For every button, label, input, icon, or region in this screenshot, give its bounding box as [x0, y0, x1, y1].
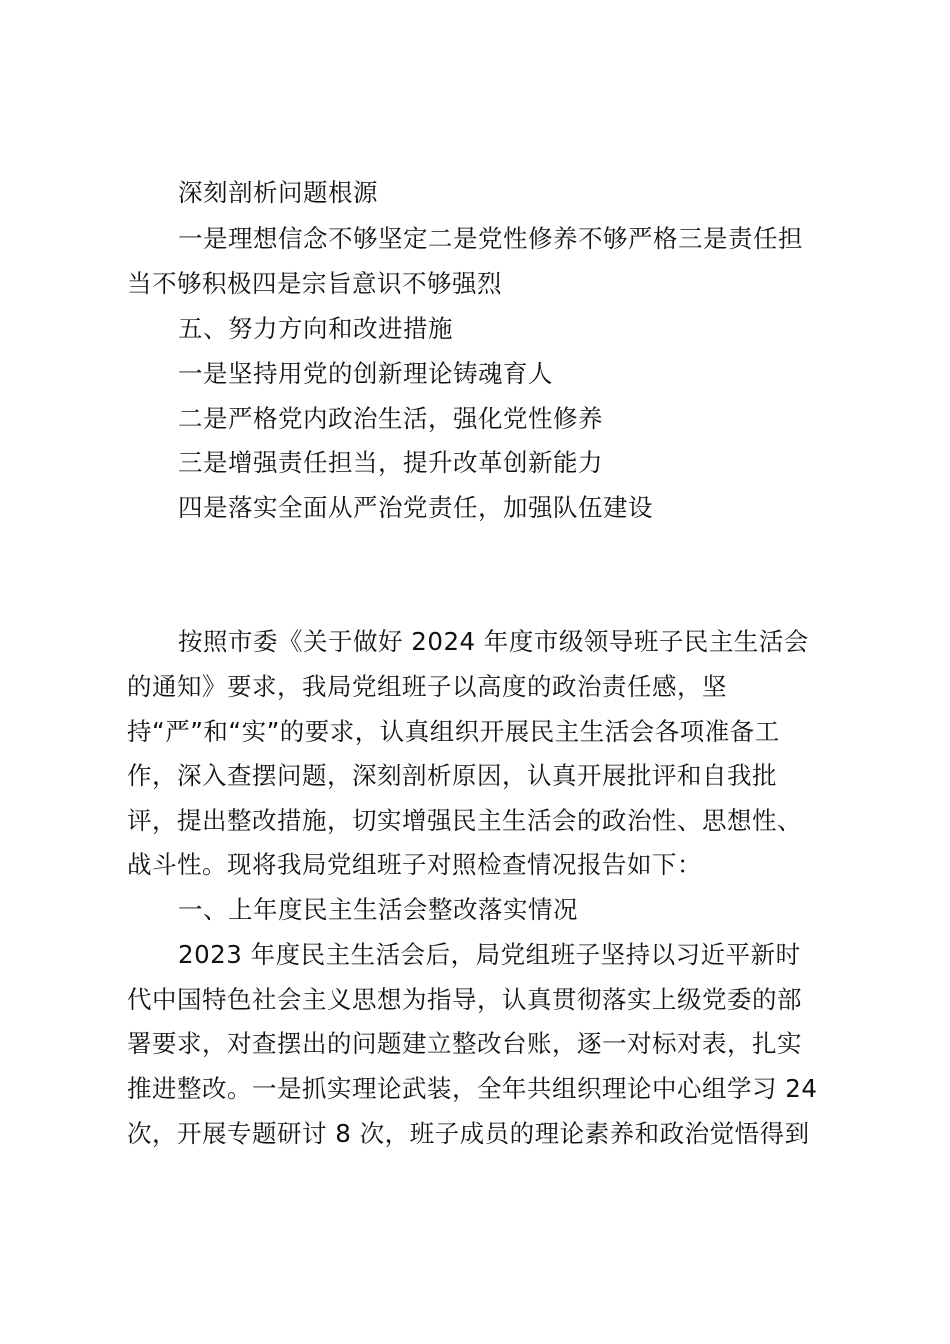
report-paragraph-line: 按照市委《关于做好 2024 年度市级领导班子民主生活会 — [178, 627, 809, 656]
report-paragraph-line: 代中国特色社会主义思想为指导，认真贯彻落实上级党委的部 — [127, 985, 802, 1014]
report-paragraph-line: 评，提出整改措施，切实增强民主生活会的政治性、思想性、 — [127, 806, 802, 835]
report-paragraph-line: 次，开展专题研讨 8 次，班子成员的理论素养和政治觉悟得到 — [127, 1119, 810, 1148]
paragraph-line: 一是理想信念不够坚定二是党性修养不够严格三是责任担 — [178, 224, 803, 253]
measure-item: 四是落实全面从严治党责任，加强队伍建设 — [178, 493, 653, 522]
section-heading-rectification: 一、上年度民主生活会整改落实情况 — [178, 895, 578, 924]
paragraph-line: 当不够积极四是宗旨意识不够强烈 — [127, 269, 502, 298]
report-paragraph-line: 持“严”和“实”的要求，认真组织开展民主生活会各项准备工 — [127, 717, 780, 746]
measure-item: 三是增强责任担当，提升改革创新能力 — [178, 448, 603, 477]
heading-root-causes: 深刻剖析问题根源 — [178, 178, 378, 207]
report-paragraph-line: 战斗性。现将我局党组班子对照检查情况报告如下： — [127, 850, 702, 879]
report-paragraph-line: 推进整改。一是抓实理论武装，全年共组织理论中心组学习 24 — [127, 1074, 818, 1103]
section-heading-improvement: 五、努力方向和改进措施 — [178, 314, 453, 343]
measure-item: 二是严格党内政治生活，强化党性修养 — [178, 404, 603, 433]
report-paragraph-line: 署要求，对查摆出的问题建立整改台账，逐一对标对表，扎实 — [127, 1029, 802, 1058]
measure-item: 一是坚持用党的创新理论铸魂育人 — [178, 359, 553, 388]
report-paragraph-line: 2023 年度民主生活会后，局党组班子坚持以习近平新时 — [178, 940, 801, 969]
report-paragraph-line: 的通知》要求，我局党组班子以高度的政治责任感，坚 — [127, 672, 727, 701]
report-paragraph-line: 作，深入查摆问题，深刻剖析原因，认真开展批评和自我批 — [127, 761, 777, 790]
